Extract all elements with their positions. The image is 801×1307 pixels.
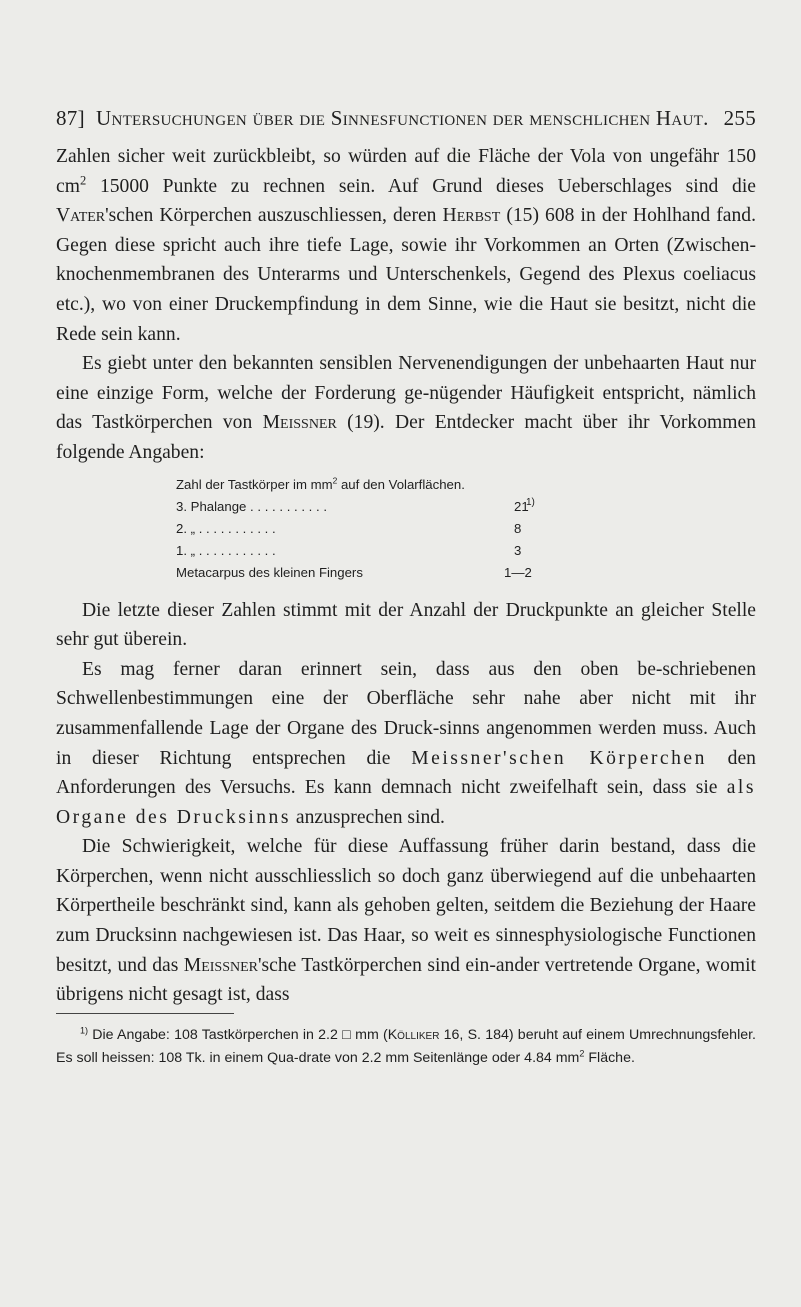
text-run: anzusprechen sind. [290,806,445,828]
row-value: 21 [514,498,529,514]
caption-text: Zahl der Tastkörper im mm [176,476,333,492]
paragraph-2 [56,349,756,467]
row-value: 8 [514,520,522,536]
text-run: 16, S. 184) beruht auf einem Umrechnungsfehler. Es soll heissen: 108 Tk. in einem Qua-drate von 2.2 mm Seitenlänge oder 4.84 mm [56,1027,756,1066]
row-label: 3. Phalange . . . . . . . . . . . [176,498,327,514]
row-label: Metacarpus des kleinen Fingers [176,564,363,580]
row-label: 2. „ . . . . . . . . . . . [176,520,276,536]
paragraph-4 [56,655,756,833]
superscript: 2 [79,173,87,188]
text-run: (19). Der Entdecker macht über ihr Vorkommen folgende Angaben: [56,412,756,463]
running-title: Untersuchungen über die Sinnesfunctionen der menschlichen Haut. [96,106,709,130]
superscript: 2 [579,1047,585,1058]
text-run: Die Angabe: 108 Tastkörperchen in 2.2 □ mm ( [88,1027,388,1043]
author-name: Vater [56,205,106,227]
main-text [56,142,756,1010]
table-caption [176,474,756,496]
footnote [56,1024,756,1069]
text-run: Fläche. [584,1049,635,1066]
text-run: 'sche Tastkörperchen sind ein-ander vertretende Organe, womit übrigens nicht gesagt ist, dass [56,954,757,1006]
text-run: Es giebt unter den bekannten sensiblen Nervenendigungen der unbehaarten Haut nur eine einzige Form, welche der Forderung ge-nügender Häufigkeit entspricht, nämlich das Tastkörperchen von [56,353,756,434]
text-run: 'schen Körperchen auszuschliessen, deren [105,205,443,227]
text-run: Zahlen sicher weit zurückbleibt, so würden auf die Fläche der Vola von ungefähr 150 cm [56,146,756,197]
spaced-emphasis: Meissner'schen Körperchen [411,747,707,769]
author-name: Herbst [442,205,501,227]
section-number: 87] [56,106,85,130]
footnote-text [56,1024,756,1069]
text-run: (15) 608 in der Hohlhand fand. Gegen diese spricht auch ihre tiefe Lage, sowie ihr Vorkommen an Orten (Zwischen-knochenmembranen des Unterarms und Unterschenkels, Gegend des Plexus coeliacus etc.), wo von einer Druckempfindung in dem Sinne, wie die Haut sie besitzt, nicht die Rede sein kann. [56,205,756,345]
footnote-marker: 1) [526,496,535,508]
tastkoerper-table [56,474,756,584]
row-value: 3 [514,542,522,558]
superscript: 2 [332,475,338,486]
footnote-marker: 1) [80,1025,89,1036]
paragraph-3: Die letzte dieser Zahlen stimmt mit der Anzahl der Druckpunkte an gleicher Stelle sehr gut überein. [56,599,756,651]
text-run: Es mag ferner daran erinnert sein, dass aus den oben be-schriebenen Schwellenbestimmungen eine der Oberfläche sehr nahe aber nicht mit ihr zusammenfallende Lage der Organe des Druck-sinns angenommen werden muss. Auch in dieser Richtung entsprechen die [56,658,756,769]
table-row [176,518,756,540]
paragraph-5 [56,832,756,1010]
row-label: 1. „ . . . . . . . . . . . [176,542,276,558]
spaced-emphasis: als Organe des Drucksinns [56,777,756,828]
caption-text: auf den Volarflächen. [337,476,465,492]
paragraph-1 [56,142,756,349]
text-run: 15000 Punkte zu rechnen sein. Auf Grund dieses Ueberschlages sind die [86,175,756,197]
footnote-divider [56,1013,234,1014]
table-row [176,540,756,562]
text-run: Die Schwierigkeit, welche für diese Auffassung früher darin bestand, dass die Körperchen, wenn nicht ausschliesslich so doch ganz überwiegend auf die unbehaarten Körpertheile beschränkt sind, kann als gehoben gelten, seitdem die Beziehung der Haare zum Drucksinn nachgewiesen ist. Das Haar, so weit es sinnesphysiologische Functionen besitzt, und das [56,836,756,976]
text-run: den Anforderungen des Versuchs. Es kann demnach nicht zweifelhaft sein, dass sie [56,747,756,799]
table-row [176,496,756,518]
author-name: Meissner [262,412,337,434]
author-name: Kölliker [387,1027,440,1043]
page-number: 255 [723,106,756,130]
table-row [176,562,756,584]
row-value: 1—2 [504,564,532,580]
author-name: Meissner [183,954,259,976]
